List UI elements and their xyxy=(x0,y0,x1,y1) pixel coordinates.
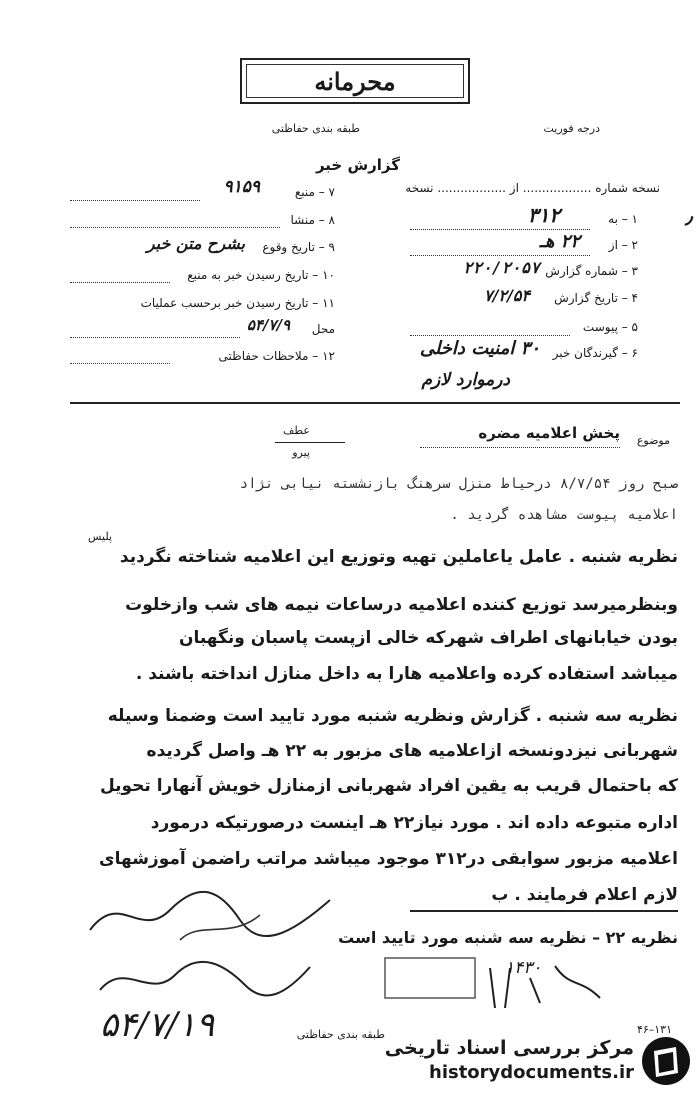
handwritten-number: ۱۴۳۰ xyxy=(505,958,542,978)
handwritten-ref-number: ۵۴/۷/۱۹ xyxy=(100,1005,215,1045)
handwritten-note: درموارد لازم xyxy=(421,370,510,390)
dotted-line xyxy=(70,362,170,364)
peyro-label: پیرو xyxy=(292,446,310,459)
watermark-title: مرکز بررسی اسناد تاریخی xyxy=(384,1037,634,1059)
field-copy-number: نسخه شماره .................. از .................. نسخه xyxy=(405,181,660,195)
divider xyxy=(70,402,680,404)
body-line: شهربانی نیزدونسخه ازاعلامیه های مزبور به ۲۲ هـ واصل گردیده xyxy=(146,741,678,761)
signature-scribble xyxy=(80,880,340,950)
underline xyxy=(410,910,678,912)
field-received-date-label: ۱۰ – تاریخ رسیدن خبر به منبع xyxy=(187,268,335,282)
body-typed-line: اعلامیه پیوست مشاهده گردید . xyxy=(450,507,678,523)
body-line: بودن خیابانهای اطراف شهرکه خالی ازپست پاسبان ونگهبان xyxy=(178,628,678,648)
field-to-label: ۱ – به xyxy=(608,212,638,226)
priority-label: درجه فوریت xyxy=(543,122,600,135)
subject-value: پخش اعلامیه مضره xyxy=(478,424,620,442)
field-place-value: ۵۴/۷/۹ xyxy=(246,316,290,334)
bottom-classification-label: طبقه بندی حفاظتی xyxy=(296,1028,385,1041)
dotted-line xyxy=(70,281,170,283)
body-line: نظریه سه شنبه . گزارش ونظریه شنبه مورد تایید است وضمنا وسیله xyxy=(107,706,678,726)
body-line: لازم اعلام فرمایند . ب xyxy=(491,885,678,905)
body-line: اعلامیه مزبور سوابقی در۳۱۲ موجود میباشد مراتب راضمن آموزشهای xyxy=(99,849,678,869)
atf-label: عطف xyxy=(283,424,310,437)
margin-mark: ٫ xyxy=(685,204,692,228)
field-source-value: ۹۱۵۹ xyxy=(223,177,260,197)
field-recipients-label: ۶ – گیرندگان خبر xyxy=(552,346,638,360)
confidential-stamp xyxy=(240,58,470,104)
body-line: وبنظرمیرسد توزیع کننده اعلامیه درساعات نیمه های شب وازخلوت xyxy=(125,595,678,615)
report-title: گزارش خبر xyxy=(315,156,400,174)
dotted-line xyxy=(410,254,590,256)
dotted-line xyxy=(410,228,590,230)
body-line: اداره متبوعه داده اند . مورد نیاز۲۲ هـ اینست درصورتیکه درمورد xyxy=(150,813,678,833)
field-report-date-label: ۴ – تاریخ گزارش xyxy=(554,291,638,305)
field-security-notes-label: ۱۲ – ملاحظات حفاظتی xyxy=(218,349,335,363)
field-report-date-value: ۷/۲/۵۴ xyxy=(483,286,530,305)
margin-note: پلیس xyxy=(88,530,113,543)
body-last-line: نظریه ۲۲ – نظریه سه شنبه مورد تایید است xyxy=(338,928,678,947)
field-source-label: ۷ – منبع xyxy=(294,185,335,199)
page-code: ۴۶–۱۳۱ xyxy=(636,1023,672,1036)
classification-label: طبقه بندی حفاظتی xyxy=(271,122,360,135)
body-line: نظریه شنبه . عامل یاعاملین تهیه وتوزیع این اعلامیه شناخته نگردید xyxy=(119,547,678,567)
subject-label: موضوع xyxy=(636,434,670,447)
atf-divider xyxy=(275,442,345,443)
field-report-number-label: ۳ – شماره گزارش xyxy=(545,264,638,278)
field-to-value: ۳۱۲ xyxy=(527,203,560,227)
archive-logo-icon xyxy=(640,1035,692,1087)
dotted-line xyxy=(420,446,620,448)
dotted-line xyxy=(70,336,240,338)
watermark-url: historydocuments.ir xyxy=(429,1062,634,1083)
dotted-line xyxy=(410,334,570,336)
field-from-label: ۲ – از xyxy=(608,238,638,252)
field-event-date-value: بشرح متن خبر xyxy=(146,234,245,253)
body-line: میباشد استفاده کرده واعلامیه هارا به داخل منازل انداخته باشند . xyxy=(135,664,678,684)
body-line: که باحتمال قریب به یقین افراد شهربانی ازمنازل خویش آنهارا تحویل xyxy=(99,776,678,796)
body-typed-line: صبح روز ۸/۷/۵۴ درحیاط منزل سرهنگ بازنشسته نیابی نژاد xyxy=(239,476,678,492)
stamp-text: محرمانه xyxy=(314,66,396,96)
field-report-number-value: ۲۲۰/۲۰۵۷ xyxy=(462,258,540,277)
watermark xyxy=(8,1035,692,1087)
field-from-value: ۲۲ هـ xyxy=(539,231,580,252)
registration-stamp xyxy=(380,948,610,1028)
field-place-label: محل xyxy=(311,322,335,336)
signature-scribble xyxy=(95,955,315,1005)
field-origin-label: ۸ – منشا xyxy=(290,213,335,227)
field-recipients-value: ۳۰ امنیت داخلی xyxy=(419,338,540,359)
dotted-line xyxy=(70,199,200,201)
field-attachment-label: ۵ – پیوست xyxy=(582,320,638,334)
field-event-date-label: ۹ – تاریخ وقوع xyxy=(262,240,335,254)
field-operation-date-label: ۱۱ – تاریخ رسیدن خبر برحسب عملیات xyxy=(140,296,335,310)
dotted-line xyxy=(70,226,280,228)
